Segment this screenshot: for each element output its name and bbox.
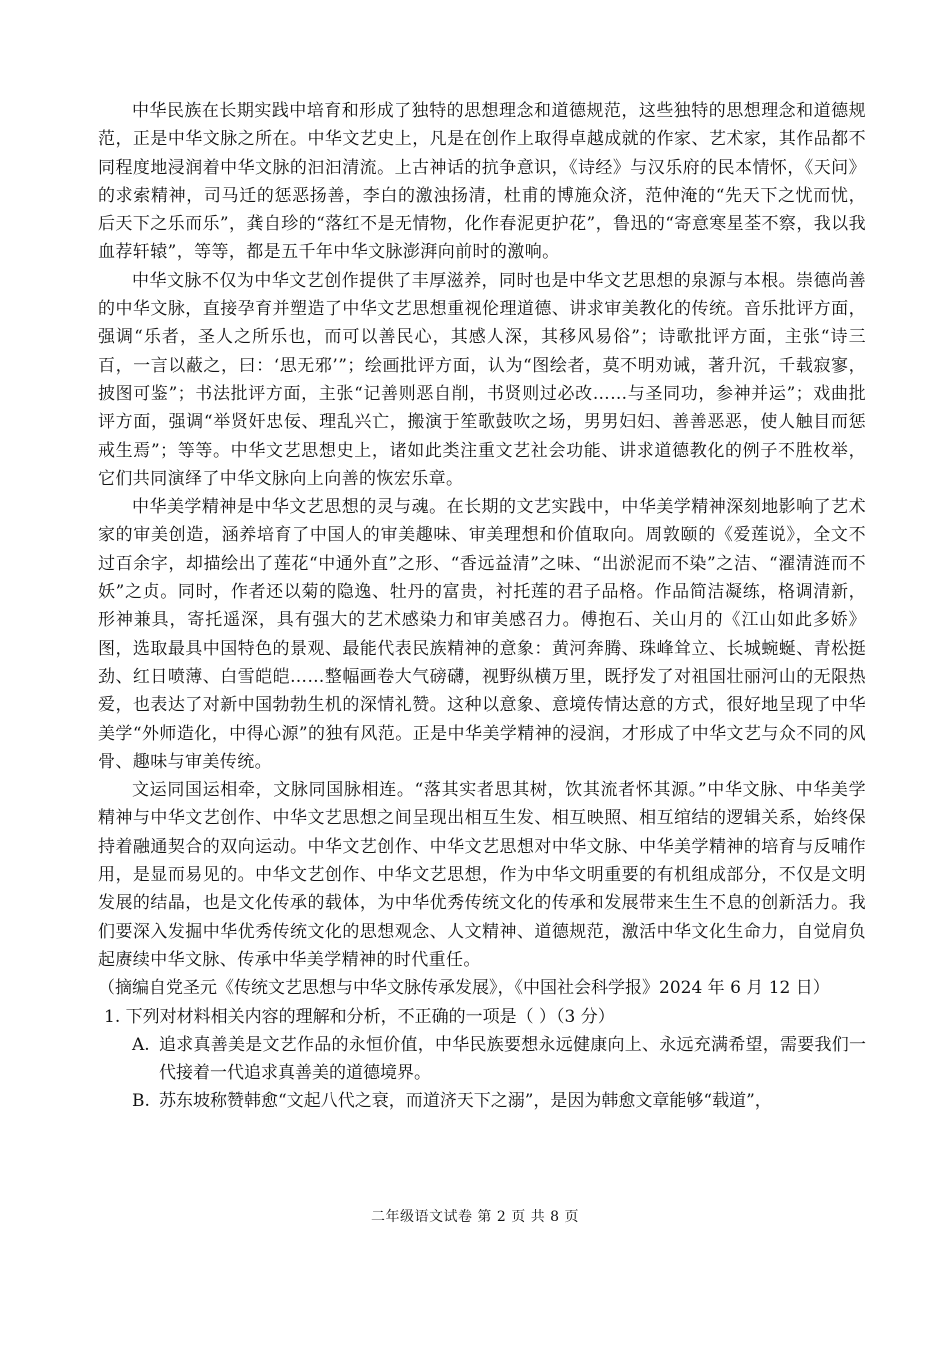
question-stem: 1. 下列对材料相关内容的理解和分析，不正确的一项是（ ）（3 分） [104, 1006, 615, 1027]
paragraph-2: 中华文脉不仅为中华文艺创作提供了丰厚滋养，同时也是中华文艺思想的泉源与本根。崇德尚善的中华文脉，直接孕育并塑造了中华文艺思想重视伦理道德、讲求审美教化的传统。音乐批评方面，强调“乐者，圣人之所乐也，而可以善民心，其感人深，其移风易俗”；诗歌批评方面，主张“诗三百，一言以蔽之，曰：‘思无邪’”；绘画批评方面，认为“图绘者，莫不明劝诫，著升沉，千载寂寥，披图可鉴”；书法批评方面，主张“记善则恶自削，书贤则过必改……与圣同功，参神并运”；戏曲批评方面，强调“举贤奸忠佞、理乱兴亡，搬演于笙歌鼓吹之场，男男妇妇、善善恶恶，使人触目而惩戒生焉”；等等。中华文艺思想史上，诸如此类注重文艺社会功能、讲求道德教化的例子不胜枚举，它们共同演绎了中华文脉向上向善的恢宏乐章。 [98, 270, 866, 489]
paragraph-3: 中华美学精神是中华文艺思想的灵与魂。在长期的文艺实践中，中华美学精神深刻地影响了艺术家的审美创造，涵养培育了中国人的审美趣味、审美理想和价值取向。周敦颐的《爱莲说》，全文不过百余字，却描绘出了莲花“中通外直”之形、“香远益清”之味、“出淤泥而不染”之洁、“濯清涟而不妖”之贞。同时，作者还以菊的隐逸、牡丹的富贵，衬托莲的君子品格。作品简洁凝练，格调清新，形神兼具，寄托遥深，具有强大的艺术感染力和审美感召力。傅抱石、关山月的《江山如此多娇》图，选取最具中国特色的景观、最能代表民族精神的意象：黄河奔腾、珠峰耸立、长城蜿蜒、青松挺劲、红日喷薄、白雪皑皑……整幅画卷大气磅礴，视野纵横万里，既抒发了对祖国壮丽河山的无限热爱，也表达了对新中国勃勃生机的深情礼赞。这种以意象、意境传情达意的方式，很好地呈现了中华美学“外师造化，中得心源”的独有风范。正是中华美学精神的浸润，才形成了中华文艺与众不同的风骨、趣味与审美传统。 [98, 497, 866, 772]
exam-page [98, 97, 866, 1116]
source-citation: （摘编自党圣元《传统文艺思想与中华文脉传承发展》，《中国社会科学报》2024 年 6 月 12 日） [98, 978, 830, 999]
option-b-letter: B. [132, 1091, 150, 1112]
option-a [98, 1031, 866, 1088]
page-footer: 二年级语文试卷 第 2 页 共 8 页 [370, 1209, 579, 1225]
option-b-text: 苏东坡称赞韩愈“文起八代之衰，而道济天下之溺”，是因为韩愈文章能够“载道”， [159, 1091, 772, 1112]
paragraph-1: 中华民族在长期实践中培育和形成了独特的思想理念和道德规范，这些独特的思想理念和道德规范，正是中华文脉之所在。中华文艺史上，凡是在创作上取得卓越成就的作家、艺术家，其作品都不同程度地浸润着中华文脉的汩汩清流。上古神话的抗争意识，《诗经》与汉乐府的民本情怀，《天问》的求索精神，司马迁的惩恶扬善，李白的激浊扬清，杜甫的博施众济，范仲淹的“先天下之忧而忧，后天下之乐而乐”，龚自珍的“落红不是无情物，化作春泥更护花”，鲁迅的“寄意寒星荃不察，我以我血荐轩辕”，等等，都是五千年中华文脉澎湃向前时的激响。 [98, 101, 866, 263]
option-a-text: 追求真善美是文艺作品的永恒价值，中华民族要想永远健康向上、永远充满希望，需要我们一代接着一代追求真善美的道德境界。 [159, 1034, 866, 1084]
option-a-letter: A. [132, 1034, 150, 1055]
paragraph-4: 文运同国运相牵，文脉同国脉相连。“落其实者思其树，饮其流者怀其源。”中华文脉、中华美学精神与中华文艺创作、中华文艺思想之间呈现出相互生发、相互映照、相互绾结的逻辑关系，始终保持着融通契合的双向运动。中华文艺创作、中华文艺思想对中华文脉、中华美学精神的培育与反哺作用，是显而易见的。中华文艺创作、中华文艺思想，作为中华文明重要的有机组成部分，不仅是文明发展的结晶，也是文化传承的载体，为中华优秀传统文化的传承和发展带来生生不息的创新活力。我们要深入发掘中华优秀传统文化的思想观念、人文精神、道德规范，激活中华文化生命力，自觉肩负起赓续中华文脉、传承中华美学精神的时代重任。 [98, 780, 866, 970]
option-b [98, 1087, 866, 1115]
